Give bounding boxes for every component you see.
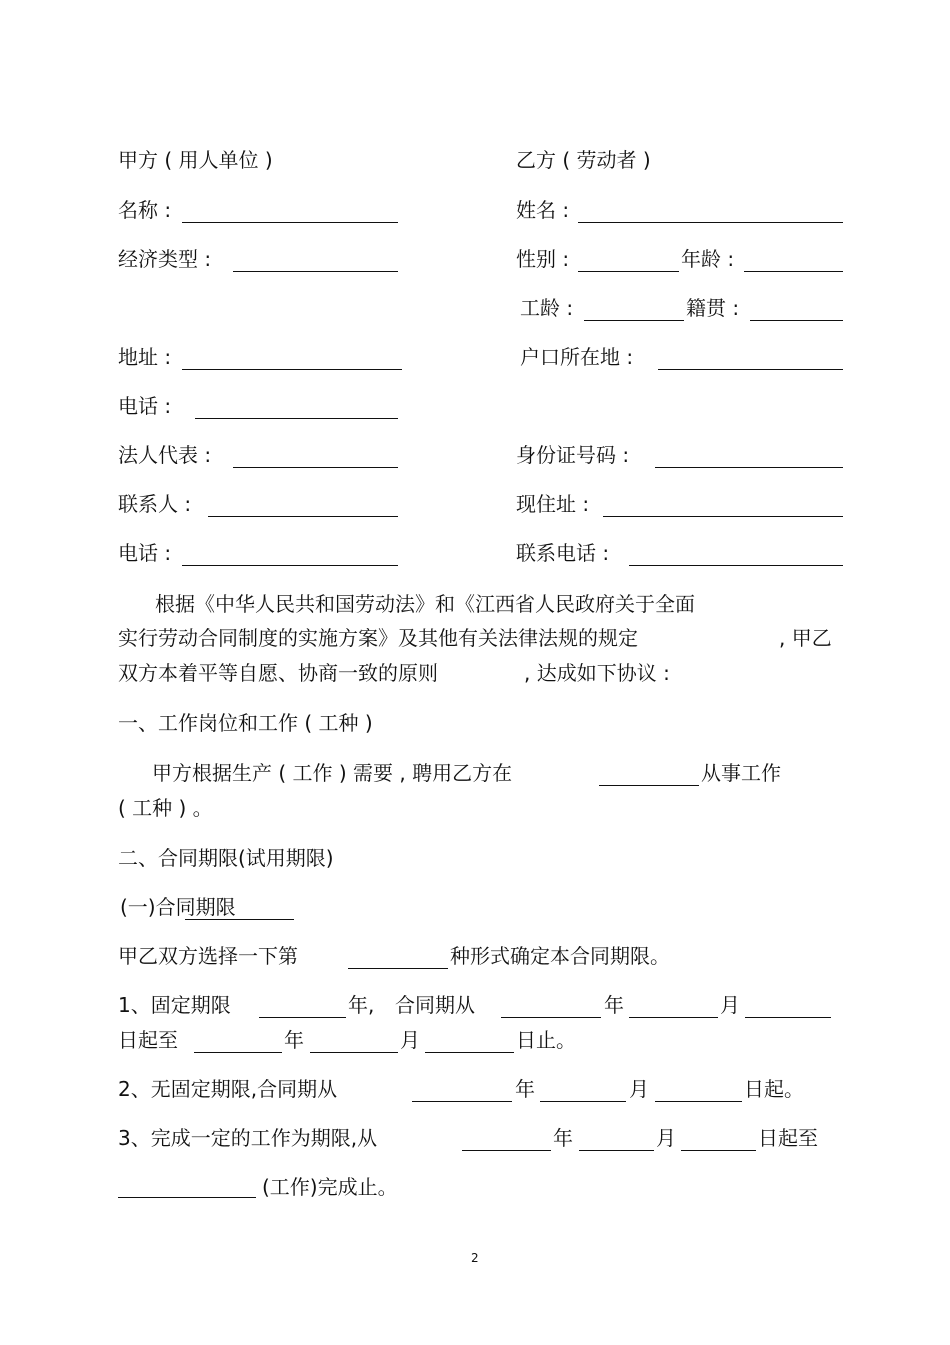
party-a-phone-field[interactable]	[195, 418, 398, 419]
party-a-econ-type-label: 经济类型 :	[118, 247, 212, 271]
opt1-years-field[interactable]	[259, 1017, 346, 1018]
party-b-id-label: 身份证号码 :	[516, 443, 630, 467]
party-b-residence-label: 现住址 :	[516, 492, 590, 516]
section2-sub-heading-underline	[185, 919, 294, 920]
opt3-finish-text: (工作)完成止。	[262, 1175, 398, 1199]
party-b-residence-field[interactable]	[603, 516, 843, 517]
opt2-end-text: 日起。	[744, 1077, 804, 1101]
party-b-contact-phone-field[interactable]	[629, 565, 843, 566]
section2-sub-heading: (一)合同期限	[120, 895, 236, 919]
opt3-label: 3、完成一定的工作为期限,从	[118, 1126, 378, 1150]
opt1-to-day-field[interactable]	[425, 1052, 514, 1053]
section1-heading: 一、工作岗位和工作 ( 工种 )	[118, 711, 373, 735]
party-b-native-place-field[interactable]	[750, 320, 843, 321]
party-b-contact-phone-label: 联系电话 :	[516, 541, 610, 565]
opt1-label: 1、固定期限	[118, 993, 231, 1017]
party-a-phone-label: 电话 :	[118, 394, 172, 418]
party-b-gender-field[interactable]	[578, 271, 679, 272]
section2-heading: 二、合同期限(试用期限)	[118, 846, 334, 870]
opt1-from-year-unit: 年	[604, 993, 624, 1017]
party-b-native-place-label: 籍贯 :	[686, 296, 740, 320]
section1-body-c: ( 工种 ) 。	[118, 796, 213, 820]
section1-workplace-field[interactable]	[599, 785, 699, 786]
section2-form-number-field[interactable]	[348, 968, 448, 969]
opt2-year-unit: 年	[515, 1077, 535, 1101]
party-a-phone2-field[interactable]	[182, 565, 398, 566]
opt1-year-text: 年,	[348, 993, 375, 1017]
opt3-month-field[interactable]	[579, 1150, 654, 1151]
opt1-from-month-unit: 月	[720, 993, 740, 1017]
opt1-from-day-field[interactable]	[745, 1017, 831, 1018]
party-b-id-field[interactable]	[655, 467, 843, 468]
opt3-work-field[interactable]	[118, 1197, 256, 1198]
opt3-month-unit: 月	[656, 1126, 676, 1150]
preamble-line3a: 双方本着平等自愿、协商一致的原则	[118, 661, 438, 685]
opt2-label: 2、无固定期限,合同期从	[118, 1077, 338, 1101]
party-a-contact-field[interactable]	[208, 516, 398, 517]
opt1-to-year-field[interactable]	[194, 1052, 282, 1053]
party-a-econ-type-field[interactable]	[233, 271, 398, 272]
party-b-age-field[interactable]	[744, 271, 843, 272]
party-b-name-label: 姓名 :	[516, 198, 570, 222]
party-a-legal-rep-field[interactable]	[233, 467, 398, 468]
preamble-line1: 根据《中华人民共和国劳动法》和《江西省人民政府关于全面	[155, 592, 695, 616]
page-number: 2	[471, 1251, 479, 1265]
opt1-to-month-unit: 月	[400, 1028, 420, 1052]
section1-body-a: 甲方根据生产 ( 工作 ) 需要 , 聘用乙方在	[152, 761, 513, 785]
opt3-year-field[interactable]	[462, 1150, 551, 1151]
opt1-start-text: 日起至	[118, 1028, 178, 1052]
preamble-line2a: 实行劳动合同制度的实施方案》及其他有关法律法规的规定	[118, 626, 638, 650]
section2-choose-a: 甲乙双方选择一下第	[118, 944, 298, 968]
opt1-to-year-unit: 年	[284, 1028, 304, 1052]
opt1-end-text: 日止。	[516, 1028, 576, 1052]
section2-choose-b: 种形式确定本合同期限。	[450, 944, 670, 968]
opt1-to-month-field[interactable]	[310, 1052, 398, 1053]
opt1-from-year-field[interactable]	[501, 1017, 601, 1018]
opt3-end-text: 日起至	[758, 1126, 818, 1150]
party-a-name-label: 名称 :	[118, 198, 172, 222]
party-b-seniority-field[interactable]	[584, 320, 684, 321]
party-b-seniority-label: 工龄 :	[520, 296, 574, 320]
party-b-hukou-field[interactable]	[658, 369, 843, 370]
opt2-day-field[interactable]	[655, 1101, 742, 1102]
section1-body-b: 从事工作	[701, 761, 781, 785]
opt1-from-text: 合同期从	[395, 993, 475, 1017]
party-a-address-field[interactable]	[182, 369, 402, 370]
party-a-heading: 甲方 ( 用人单位 )	[118, 148, 273, 172]
opt2-month-field[interactable]	[540, 1101, 626, 1102]
party-a-phone2-label: 电话 :	[118, 541, 172, 565]
party-a-address-label: 地址 :	[118, 345, 172, 369]
opt3-year-unit: 年	[553, 1126, 573, 1150]
opt2-month-unit: 月	[629, 1077, 649, 1101]
preamble-line3b: , 达成如下协议 :	[524, 661, 670, 685]
party-b-name-field[interactable]	[578, 222, 843, 223]
party-a-legal-rep-label: 法人代表 :	[118, 443, 212, 467]
preamble-line2b: , 甲乙	[779, 626, 832, 650]
opt1-from-month-field[interactable]	[629, 1017, 718, 1018]
party-b-gender-label: 性别 :	[516, 247, 570, 271]
party-a-contact-label: 联系人 :	[118, 492, 192, 516]
party-b-hukou-label: 户口所在地 :	[520, 345, 634, 369]
opt2-year-field[interactable]	[412, 1101, 512, 1102]
party-b-age-label: 年龄 :	[681, 247, 735, 271]
party-a-name-field[interactable]	[182, 222, 398, 223]
opt3-day-field[interactable]	[681, 1150, 756, 1151]
party-b-heading: 乙方 ( 劳动者 )	[516, 148, 651, 172]
